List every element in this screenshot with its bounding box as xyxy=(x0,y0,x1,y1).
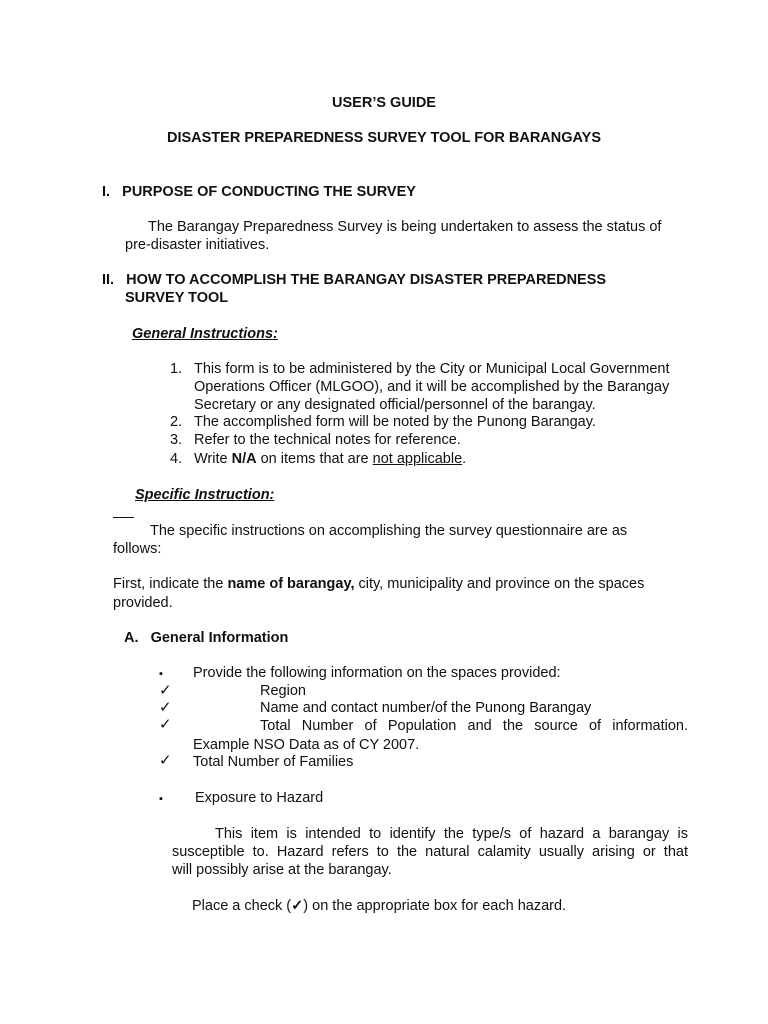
hazard-para-line-2: susceptible to. Hazard refers to the natural calamity usually arising or that xyxy=(172,844,688,860)
section-2-heading-line-1: II. HOW TO ACCOMPLISH THE BARANGAY DISASTER PREPAREDNESS xyxy=(102,272,607,288)
bullet-provide-info: Provide the following information on the spaces provided: xyxy=(193,665,561,681)
na-text: N/A xyxy=(231,451,257,467)
general-instructions-label: General Instructions: xyxy=(132,326,278,342)
list-item-2: The accomplished form will be noted by the Punong Barangay. xyxy=(194,414,596,430)
check-region: Region xyxy=(260,683,306,699)
section-1-para-line-2: pre-disaster initiatives. xyxy=(125,237,270,253)
place-check-instruction xyxy=(192,897,566,915)
checkmark-icon: ✓ xyxy=(291,898,304,914)
list-number: 4. xyxy=(170,451,183,467)
hazard-para-line-3: will possibly arise at the barangay. xyxy=(172,862,392,878)
check-population-line-1: Total Number of Population and the source of information. xyxy=(260,718,688,734)
not-applicable-text: not applicable xyxy=(372,451,463,467)
first-para-line-2: provided. xyxy=(113,595,173,611)
place-check-post: ) on the appropriate box for each hazard. xyxy=(303,898,567,914)
document-subtitle: DISASTER PREPAREDNESS SURVEY TOOL FOR BARANGAYS xyxy=(166,130,602,146)
section-1-heading: I. PURPOSE OF CONDUCTING THE SURVEY xyxy=(102,184,416,200)
specific-para-line-1: The specific instructions on accomplishing the survey questionnaire are as xyxy=(150,523,628,539)
list-item-4-post: . xyxy=(462,451,467,467)
list-number: 2. xyxy=(170,414,183,430)
checkmark-icon: ✓ xyxy=(159,682,172,699)
list-number: 3. xyxy=(170,432,183,448)
check-population-line-2: Example NSO Data as of CY 2007. xyxy=(193,737,420,753)
place-check-pre: Place a check ( xyxy=(192,898,292,914)
checkmark-icon: ✓ xyxy=(159,716,172,733)
list-item-1-line-2: Operations Officer (MLGOO), and it will be accomplished by the Barangay xyxy=(194,379,670,395)
first-para-pre: First, indicate the xyxy=(113,576,228,592)
checkmark-icon: ✓ xyxy=(159,699,172,716)
check-families: Total Number of Families xyxy=(193,754,354,770)
short-rule xyxy=(113,517,134,518)
list-item-4-mid: on items that are xyxy=(256,451,373,467)
square-bullet-icon: ▪ xyxy=(159,793,163,805)
hazard-para-line-1: This item is intended to identify the type/s of hazard a barangay is xyxy=(215,826,688,842)
specific-para-line-2: follows: xyxy=(113,541,162,557)
square-bullet-icon: ▪ xyxy=(159,668,163,680)
list-item-1-line-3: Secretary or any designated official/personnel of the barangay. xyxy=(194,397,596,413)
specific-instruction-label: Specific Instruction: xyxy=(135,487,275,503)
document-title: USER’S GUIDE xyxy=(332,95,436,111)
first-para-post: city, municipality and province on the spaces xyxy=(354,576,645,592)
name-of-barangay-text: name of barangay, xyxy=(227,576,355,592)
section-a-heading: A. General Information xyxy=(124,630,289,646)
list-item-4 xyxy=(194,450,466,468)
check-name-contact: Name and contact number/of the Punong Barangay xyxy=(260,700,592,716)
bullet-exposure-to-hazard: Exposure to Hazard xyxy=(195,790,324,806)
first-para-line-1 xyxy=(113,575,644,593)
list-item-4-pre: Write xyxy=(194,451,232,467)
list-number: 1. xyxy=(170,361,183,377)
list-item-3: Refer to the technical notes for reference. xyxy=(194,432,461,448)
section-2-heading-line-2: SURVEY TOOL xyxy=(125,290,229,306)
section-1-para-line-1: The Barangay Preparedness Survey is being undertaken to assess the status of xyxy=(148,219,662,235)
checkmark-icon: ✓ xyxy=(159,752,172,769)
list-item-1-line-1: This form is to be administered by the City or Municipal Local Government xyxy=(194,361,670,377)
